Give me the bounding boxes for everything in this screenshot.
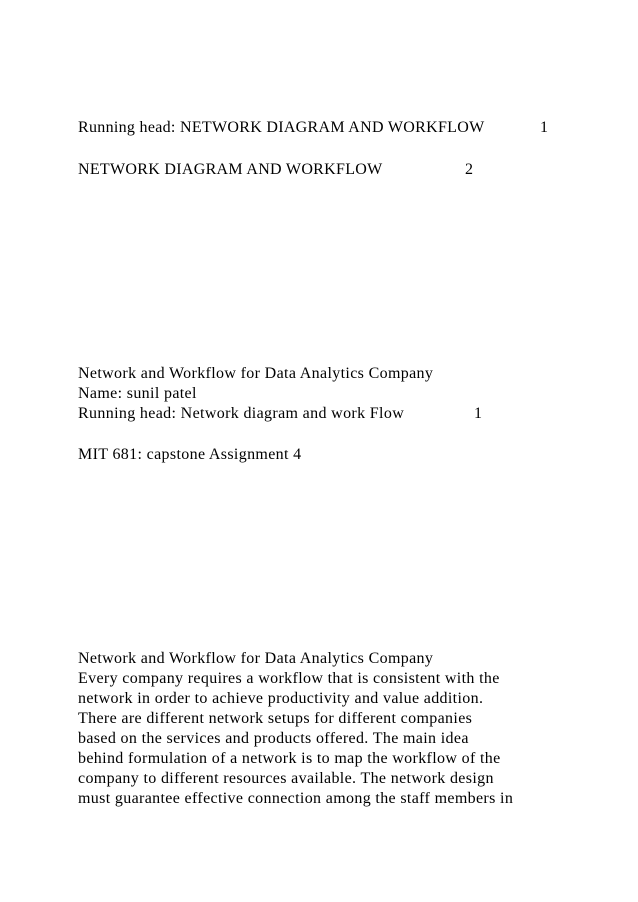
page-number-2: 2 — [465, 161, 473, 178]
body-paragraph-line: behind formulation of a network is to map the workflow of the — [78, 750, 501, 767]
course-line: MIT 681: capstone Assignment 4 — [78, 446, 302, 463]
running-head-text: Running head: Network diagram and work Flow — [78, 405, 405, 422]
body-paragraph-line: network in order to achieve productivity and value addition. — [78, 690, 484, 707]
page-number-1: 1 — [540, 119, 548, 136]
running-head-text: Running head: NETWORK DIAGRAM AND WORKFLOW — [78, 119, 485, 136]
page-number-3: 1 — [474, 405, 482, 422]
body-paragraph-line: Every company requires a workflow that is consistent with the — [78, 670, 500, 687]
running-head-line-3 — [78, 404, 404, 424]
body-paragraph-line: must guarantee effective connection among the staff members in — [78, 790, 514, 807]
document-title: Network and Workflow for Data Analytics Company — [78, 365, 434, 382]
running-head-line-1 — [78, 118, 485, 138]
body-paragraph-line: There are different network setups for different companies — [78, 710, 473, 727]
body-heading: Network and Workflow for Data Analytics Company — [78, 650, 434, 667]
body-paragraph-line: based on the services and products offered. The main idea — [78, 730, 469, 747]
body-paragraph-line: company to different resources available. The network design — [78, 770, 494, 787]
author-name: Name: sunil patel — [78, 385, 197, 402]
running-head-text: NETWORK DIAGRAM AND WORKFLOW — [78, 161, 383, 178]
running-head-line-2 — [78, 160, 383, 180]
